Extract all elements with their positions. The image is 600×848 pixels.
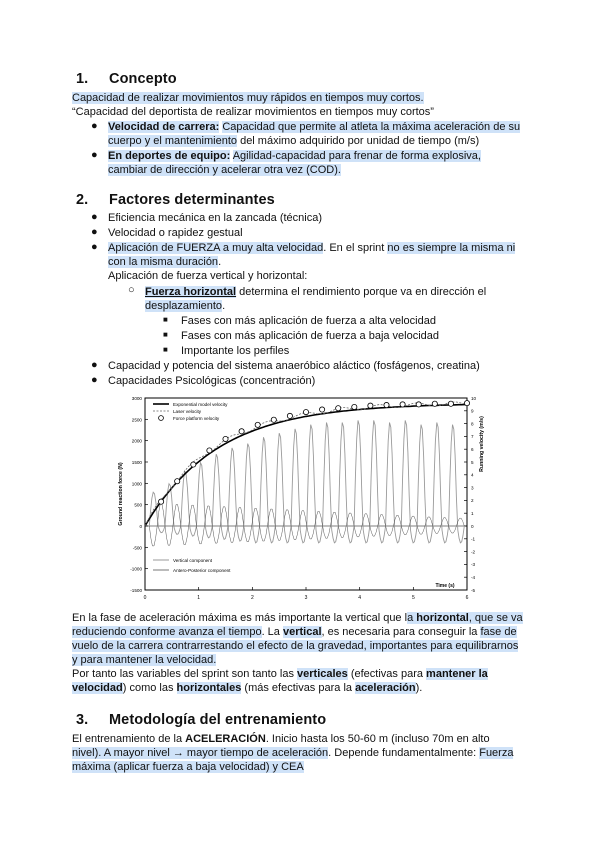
section-heading-metodologia: 3. Metodología del entrenamiento bbox=[76, 712, 327, 728]
x-tick-label: 4 bbox=[358, 595, 362, 601]
y2-tick-label: 5 bbox=[471, 459, 474, 465]
y-tick-label: 3000 bbox=[131, 396, 142, 401]
y2-tick-label: 1 bbox=[471, 511, 474, 516]
y-tick-label: 1500 bbox=[131, 460, 142, 465]
force-platform-velocity-point bbox=[287, 413, 292, 418]
y-tick-label: -500 bbox=[132, 545, 142, 551]
bullet-deportes-equipo: En deportes de equipo: Agilidad-capacidad para frenar de forma explosiva, bbox=[108, 150, 481, 162]
force-platform-velocity-point bbox=[352, 404, 357, 409]
factor-fuerza: Aplicación de FUERZA a muy alta velocidad. En el sprint no es siempre la misma ni bbox=[108, 242, 516, 254]
y2-tick-label: 7 bbox=[471, 434, 474, 440]
x-tick-label: 1 bbox=[197, 595, 201, 601]
y2-tick-label: 10 bbox=[471, 395, 477, 401]
force-platform-velocity-point bbox=[303, 409, 308, 414]
factor-rapidez: Velocidad o rapidez gestual bbox=[108, 227, 243, 239]
x-axis-label: Time (s) bbox=[435, 583, 455, 589]
section-heading-concepto: 1. Concepto bbox=[76, 71, 177, 87]
para-line-4: y para mantener la velocidad. bbox=[72, 654, 217, 666]
force-platform-velocity-point bbox=[336, 406, 341, 411]
bullet-dot: ● bbox=[91, 120, 98, 132]
force-platform-velocity-point bbox=[384, 402, 389, 407]
force-platform-velocity-point bbox=[432, 401, 437, 406]
y-tick-label: 500 bbox=[134, 502, 142, 508]
method-line-2: nivel). A mayor nivel → mayor tiempo de aceleración. Depende fundamentalmente: Fuerza bbox=[72, 747, 514, 759]
y2-tick-label: 4 bbox=[471, 472, 474, 478]
y2-tick-label: 6 bbox=[471, 447, 474, 452]
x-tick-label: 5 bbox=[411, 595, 415, 601]
y2-tick-label: 0 bbox=[471, 523, 474, 529]
force-platform-velocity-point bbox=[159, 499, 164, 504]
factor-eficiencia: Eficiencia mecánica en la zancada (técnica) bbox=[108, 212, 323, 224]
sub-perfiles: Importante los perfiles bbox=[181, 345, 290, 357]
circle-bullet: ○ bbox=[128, 284, 135, 296]
y-tick-label: 1000 bbox=[131, 481, 142, 487]
force-platform-velocity-point bbox=[239, 429, 244, 434]
factor-fuerza-cont: con la misma duración. bbox=[108, 256, 222, 268]
y2-tick-label: -4 bbox=[471, 575, 476, 580]
legend-marker bbox=[159, 416, 164, 421]
legend-label: Vertical component bbox=[173, 557, 213, 563]
square-bullet: ■ bbox=[163, 345, 168, 354]
force-platform-velocity-point bbox=[416, 402, 421, 407]
y2-tick-label: -1 bbox=[471, 536, 476, 542]
force-platform-velocity-point bbox=[271, 417, 276, 422]
y2-tick-label: 8 bbox=[471, 421, 474, 427]
y2-tick-label: -5 bbox=[471, 587, 476, 593]
sub-fases-alta: Fases con más aplicación de fuerza a alta velocidad bbox=[181, 315, 436, 327]
x-tick-label: 2 bbox=[250, 595, 254, 601]
sprint-force-velocity-chart bbox=[115, 390, 488, 610]
bullet-dot: ● bbox=[91, 241, 98, 253]
force-platform-velocity-point bbox=[191, 462, 196, 467]
para-line-5: Por tanto las variables del sprint son tanto las verticales (efectivas para mantener la bbox=[72, 668, 488, 680]
force-platform-velocity-point bbox=[175, 479, 180, 484]
factor-psicologicas: Capacidades Psicológicas (concentración) bbox=[108, 375, 316, 387]
bullet-velocidad-carrera-cont: cuerpo y el mantenimiento del máximo adquirido por unidad de tiempo (m/s) bbox=[108, 135, 480, 147]
y2-tick-label: 2 bbox=[471, 498, 474, 504]
bullet-dot: ● bbox=[91, 359, 98, 371]
concept-quote: “Capacidad del deportista de realizar movimientos en tiempos muy cortos” bbox=[72, 106, 434, 118]
para-line-2: reduciendo conforme avanza el tiempo. La vertical, es necesaria para conseguir la fase de bbox=[72, 626, 517, 638]
legend-label: Exponential model velocity bbox=[173, 401, 228, 407]
section-heading-factores: 2. Factores determinantes bbox=[76, 192, 275, 208]
concept-definition: Capacidad de realizar movimientos muy rápidos en tiempos muy cortos. bbox=[72, 92, 424, 104]
force-platform-velocity-point bbox=[223, 436, 228, 441]
force-platform-velocity-point bbox=[255, 422, 260, 427]
y-tick-label: 0 bbox=[139, 524, 142, 529]
y2-tick-label: 9 bbox=[471, 408, 474, 414]
legend-label: Laser velocity bbox=[173, 408, 202, 414]
x-tick-label: 0 bbox=[143, 595, 147, 601]
y-tick-label: -1500 bbox=[130, 588, 142, 593]
bullet-dot: ● bbox=[91, 149, 98, 161]
y2-tick-label: -3 bbox=[471, 562, 476, 568]
bullet-dot: ● bbox=[91, 211, 98, 223]
bullet-dot: ● bbox=[91, 226, 98, 238]
fuerza-horizontal-cont: desplazamiento. bbox=[145, 300, 226, 312]
force-platform-velocity-point bbox=[368, 403, 373, 408]
legend-label: Antero-Posterior component bbox=[173, 567, 231, 573]
force-platform-velocity-point bbox=[320, 407, 325, 412]
force-platform-velocity-point bbox=[448, 401, 453, 406]
force-platform-velocity-point bbox=[207, 448, 212, 453]
legend-label: Force platform velocity bbox=[173, 415, 220, 421]
method-line-3: máxima (aplicar fuerza a baja velocidad) y CEA bbox=[72, 761, 304, 773]
bullet-deportes-equipo-cont: cambiar de dirección y acelerar otra vez (COD). bbox=[108, 164, 341, 176]
y2-tick-label: 3 bbox=[471, 485, 474, 491]
fuerza-horizontal-item: Fuerza horizontal determina el rendimiento porque va en dirección el bbox=[145, 286, 487, 298]
factor-fuerza-sub: Aplicación de fuerza vertical y horizontal: bbox=[108, 270, 308, 282]
factor-anaerobico: Capacidad y potencia del sistema anaeróbico aláctico (fosfágenos, creatina) bbox=[108, 360, 480, 372]
force-platform-velocity-point bbox=[400, 402, 405, 407]
y2-tick-label: -2 bbox=[471, 549, 476, 555]
y-tick-label: -1000 bbox=[130, 566, 142, 572]
sub-fases-baja: Fases con más aplicación de fuerza a baja velocidad bbox=[181, 330, 440, 342]
square-bullet: ■ bbox=[163, 315, 168, 324]
x-tick-label: 6 bbox=[465, 595, 469, 601]
para-line-3: vuelo de la carrera contrarrestando el efecto de la gravedad, importantes para equilibrarnos bbox=[72, 640, 519, 652]
y2-axis-label: Running velocity (m/s) bbox=[479, 416, 485, 472]
bullet-dot: ● bbox=[91, 374, 98, 386]
y-axis-label: Ground reaction force (N) bbox=[118, 462, 124, 526]
y-tick-label: 2500 bbox=[131, 417, 142, 423]
force-platform-velocity-point bbox=[464, 401, 469, 406]
bullet-velocidad-carrera: Velocidad de carrera: Capacidad que permite al atleta la máxima aceleración de su bbox=[108, 121, 521, 133]
para-line-6: velocidad) como las horizontales (más efectivas para la aceleración). bbox=[72, 682, 423, 694]
square-bullet: ■ bbox=[163, 330, 168, 339]
y-tick-label: 2000 bbox=[131, 438, 142, 444]
para-line-1: En la fase de aceleración máxima es más importante la vertical que la horizontal, que se va bbox=[72, 612, 523, 624]
method-line-1: El entrenamiento de la ACELERACIÓN. Inicio hasta los 50-60 m (incluso 70m en alto bbox=[72, 733, 490, 745]
x-tick-label: 3 bbox=[304, 595, 308, 601]
